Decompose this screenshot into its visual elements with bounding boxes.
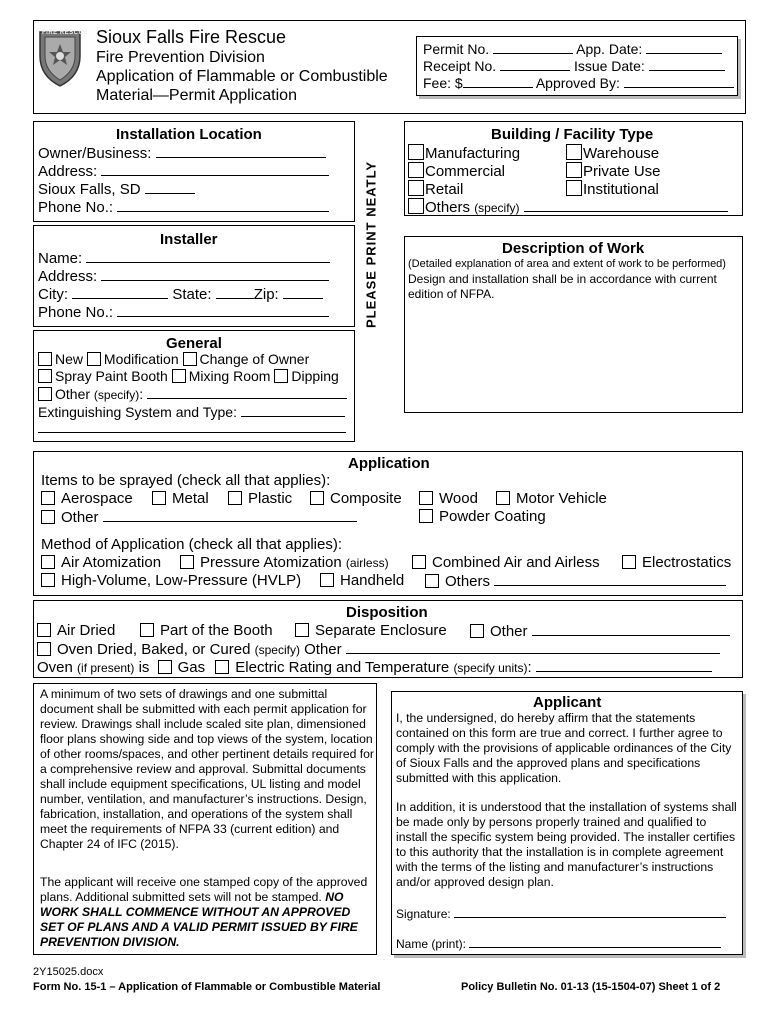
private-use-checkbox[interactable]	[566, 162, 582, 178]
combined-item	[412, 554, 600, 571]
units-colon: :	[527, 659, 532, 676]
air-atom-label: Air Atomization	[61, 554, 162, 571]
pressure-atom-label: Pressure Atomization	[200, 554, 342, 571]
print-neatly-label: PLEASE PRINT NEATLY	[363, 160, 379, 329]
disp-other-label: Other	[490, 623, 528, 640]
oven-other-field[interactable]	[346, 640, 720, 654]
hvlp-checkbox[interactable]	[41, 573, 55, 587]
header-app-line1: Application of Flammable or Combustible	[96, 68, 388, 85]
disp-other-item	[470, 622, 730, 640]
motor-vehicle-label: Motor Vehicle	[516, 490, 607, 507]
installer-city-field[interactable]	[72, 285, 168, 299]
is-label: is	[138, 659, 150, 676]
oven-label: Oven	[37, 659, 73, 676]
approved-by-label: Approved By:	[535, 75, 620, 91]
issue-date-field[interactable]	[649, 57, 725, 71]
fee-field[interactable]	[463, 74, 533, 88]
mixing-room-label: Mixing Room	[188, 368, 271, 384]
general-other-label: Other	[55, 386, 91, 402]
extinguishing-field[interactable]	[241, 403, 345, 417]
items-label: Items to be sprayed (check all that applies):	[41, 472, 331, 489]
general-row-1	[38, 351, 309, 367]
footer-form-no: Form No. 15-1 – Application of Flammable or Combustible Material	[33, 981, 381, 993]
installer-city-row	[38, 285, 323, 303]
general-specify-colon: :	[139, 386, 144, 402]
header-division: Fire Prevention Division	[96, 49, 265, 66]
retail-label: Retail	[425, 181, 464, 198]
electric-label: Electric Rating and Temperature	[235, 659, 450, 676]
new-label: New	[55, 351, 84, 367]
aerospace-checkbox[interactable]	[41, 491, 55, 505]
aerospace-label: Aerospace	[61, 490, 133, 507]
permit-no-label: Permit No.	[423, 41, 490, 57]
general-other-checkbox[interactable]	[38, 387, 52, 401]
commercial-checkbox[interactable]	[408, 162, 424, 178]
disp-other-checkbox[interactable]	[470, 624, 484, 638]
wood-label: Wood	[439, 490, 478, 507]
building-others-field[interactable]	[524, 198, 728, 212]
gas-checkbox[interactable]	[158, 660, 172, 674]
dipping-checkbox[interactable]	[274, 369, 288, 383]
institutional-label: Institutional	[583, 181, 659, 198]
retail-item	[408, 180, 463, 198]
app-other-checkbox[interactable]	[41, 510, 55, 524]
change-owner-label: Change of Owner	[199, 351, 310, 367]
electric-field[interactable]	[536, 658, 712, 672]
office-row-1	[423, 40, 722, 57]
separate-item	[295, 622, 447, 639]
oven-dried-checkbox[interactable]	[37, 642, 51, 656]
installer-zip-field[interactable]	[283, 285, 323, 299]
pressure-atom-checkbox[interactable]	[180, 555, 194, 569]
name-print-field[interactable]	[469, 934, 721, 948]
description-line-2: edition of NFPA.	[408, 287, 495, 301]
disp-other-field[interactable]	[532, 622, 730, 636]
air-dried-checkbox[interactable]	[37, 623, 51, 637]
electrostatics-checkbox[interactable]	[622, 555, 636, 569]
installer-address-label: Address:	[38, 268, 98, 285]
disposition-heading: Disposition	[346, 604, 428, 621]
building-others-item	[408, 198, 728, 216]
signature-row	[396, 904, 726, 921]
installer-heading: Installer	[160, 231, 218, 248]
receipt-no-field[interactable]	[500, 57, 570, 71]
composite-label: Composite	[330, 490, 402, 507]
installer-state-field[interactable]	[216, 285, 254, 299]
metal-checkbox[interactable]	[152, 491, 166, 505]
install-address-label: Address:	[38, 163, 98, 180]
receipt-no-label: Receipt No.	[423, 58, 497, 74]
composite-item	[310, 490, 402, 507]
motor-vehicle-item	[496, 490, 607, 507]
spray-booth-label: Spray Paint Booth	[55, 368, 168, 384]
building-others-checkbox[interactable]	[408, 198, 424, 214]
description-sub: (Detailed explanation of area and extent of work to be performed)	[408, 258, 726, 270]
part-booth-label: Part of the Booth	[160, 622, 273, 639]
wood-checkbox[interactable]	[419, 491, 433, 505]
office-row-3	[423, 74, 734, 91]
general-row-2	[38, 368, 339, 384]
warehouse-checkbox[interactable]	[566, 144, 582, 160]
app-date-field[interactable]	[646, 40, 722, 54]
install-phone-label: Phone No.:	[38, 199, 114, 216]
pressure-atom-item	[180, 554, 389, 571]
oven-other-label: Other	[304, 641, 342, 658]
composite-checkbox[interactable]	[310, 491, 324, 505]
header-title: Sioux Falls Fire Rescue	[96, 27, 287, 47]
electrostatics-label: Electrostatics	[642, 554, 732, 571]
airless-label: (airless)	[345, 556, 389, 570]
installer-address-field[interactable]	[101, 267, 329, 281]
oven-dried-item	[37, 640, 720, 658]
app-other-label: Other	[61, 509, 99, 526]
footer-policy: Policy Bulletin No. 01-13 (15-1504-07) Sheet 1 of 2	[461, 981, 721, 993]
install-city-row	[38, 180, 195, 198]
manufacturing-checkbox[interactable]	[408, 144, 424, 160]
submittal-warning: NO WORK SHALL COMMENCE WITHOUT AN APPROVED SET OF PLANS AND A VALID PERMIT ISSUED BY FIRE PREVENTION DIVISION.	[40, 890, 358, 949]
permit-no-field[interactable]	[493, 40, 573, 54]
issue-date-label: Issue Date:	[573, 58, 645, 74]
general-other-field[interactable]	[147, 385, 347, 399]
install-address-row	[38, 162, 329, 180]
approved-by-field[interactable]	[624, 74, 734, 88]
modification-label: Modification	[103, 351, 179, 367]
electrostatics-item	[622, 554, 731, 571]
air-atom-checkbox[interactable]	[41, 555, 55, 569]
install-phone-row	[38, 198, 329, 216]
signature-field[interactable]	[454, 904, 726, 918]
office-row-2	[423, 57, 725, 74]
name-print-label: Name (print):	[396, 937, 467, 951]
building-heading: Building / Facility Type	[491, 126, 654, 143]
building-others-label: Others	[425, 199, 471, 216]
motor-vehicle-checkbox[interactable]	[496, 491, 510, 505]
installer-name-row	[38, 249, 330, 267]
private-use-item	[566, 162, 661, 180]
description-heading: Description of Work	[502, 240, 645, 257]
owner-label: Owner/Business:	[38, 145, 152, 162]
gas-label: Gas	[177, 659, 206, 676]
submittal-p2-text: The applicant will receive one stamped copy of the approved plans. Additional submitted sets will not be stamped.	[40, 875, 368, 904]
installer-zip-label: Zip:	[253, 286, 279, 303]
aerospace-item	[41, 490, 133, 507]
part-booth-item	[140, 622, 273, 639]
oven-row	[37, 658, 712, 676]
submittal-paragraph-1: A minimum of two sets of drawings and one submittal document shall be submitted with each permit application for review. Drawings shall include scaled site plan, dimensioned floor plans showing side and top views of the system, location of other rooms/spaces, and other pertinent details required for a comprehensive review and approval. Submittal documents shall include equipment specifications, UL listing and model number, ventilation, and manufacturer’s instructions. Design, fabrication, installation, and operations of the system shall meet the requirements of NFPA 33 (current edition) and Chapter 24 of IFC (2015).	[40, 687, 374, 851]
new-checkbox[interactable]	[38, 352, 52, 366]
app-others-field[interactable]	[494, 572, 726, 586]
app-others-item	[425, 572, 726, 590]
general-specify-label: (specify)	[93, 388, 140, 402]
installer-state-label: State:	[172, 286, 212, 303]
extinguishing-row	[38, 403, 345, 420]
installer-name-field[interactable]	[86, 249, 330, 263]
installer-phone-label: Phone No.:	[38, 304, 114, 321]
powder-checkbox[interactable]	[419, 509, 433, 523]
oven-dried-label: Oven Dried, Baked, or Cured	[57, 641, 251, 658]
app-others-checkbox[interactable]	[425, 574, 439, 588]
install-phone-field[interactable]	[117, 198, 329, 212]
install-zip-field[interactable]	[145, 180, 195, 194]
separate-checkbox[interactable]	[295, 623, 309, 637]
part-booth-checkbox[interactable]	[140, 623, 154, 637]
air-dried-label: Air Dried	[57, 622, 116, 639]
submittal-paragraph-2	[40, 875, 374, 950]
manufacturing-label: Manufacturing	[425, 145, 521, 162]
applicant-paragraph-1: I, the undersigned, do hereby affirm that the statements contained on this form are true and correct. I further agree to comply with the provisions of applicable ordinances of the City of Sioux Falls and the approved plans and specifications submitted with this application.	[396, 711, 732, 785]
metal-label: Metal	[172, 490, 209, 507]
installer-phone-field[interactable]	[117, 303, 329, 317]
install-city-label: Sioux Falls, SD	[38, 181, 141, 198]
app-date-label: App. Date:	[576, 41, 643, 57]
app-other-item	[41, 508, 357, 526]
warehouse-item	[566, 144, 659, 162]
plastic-item	[228, 490, 292, 507]
handheld-item	[320, 572, 404, 589]
electric-checkbox[interactable]	[215, 660, 229, 674]
handheld-label: Handheld	[340, 572, 405, 589]
modification-checkbox[interactable]	[87, 352, 101, 366]
description-line-1: Design and installation shall be in accordance with current	[408, 272, 717, 286]
powder-label: Powder Coating	[439, 508, 546, 525]
plastic-label: Plastic	[248, 490, 293, 507]
applicant-heading: Applicant	[533, 694, 602, 711]
applicant-paragraph-2: In addition, it is understood that the installation of systems shall be made only by persons properly trained and qualified to install the specific system being provided. The installer certifies to this authority that the installation is in complete agreement with the terms of the listing and manufacturer’s instructions and/or approved design plan.	[396, 800, 737, 889]
air-atom-item	[41, 554, 161, 571]
installer-city-label: City:	[38, 286, 68, 303]
footer-doc-id: 2Y15025.docx	[33, 966, 104, 978]
name-print-row	[396, 934, 721, 951]
institutional-item	[566, 180, 659, 198]
wood-item	[419, 490, 478, 507]
header-app-line2: Material—Permit Application	[96, 87, 297, 104]
hvlp-item	[41, 572, 301, 589]
extinguishing-label: Extinguishing System and Type:	[38, 404, 237, 420]
change-owner-checkbox[interactable]	[183, 352, 197, 366]
units-label: (specify units)	[453, 661, 528, 675]
app-other-field[interactable]	[103, 508, 357, 522]
general-row-3	[38, 385, 347, 402]
combined-checkbox[interactable]	[412, 555, 426, 569]
logo-text: FIRE RESCUE	[42, 30, 88, 36]
install-address-field[interactable]	[101, 162, 329, 176]
dipping-label: Dipping	[291, 368, 339, 384]
extinguishing-field-2[interactable]	[38, 432, 346, 433]
if-present-label: (if present)	[77, 661, 135, 675]
fee-label: Fee: $	[423, 75, 463, 91]
general-heading: General	[166, 335, 222, 352]
application-heading: Application	[348, 455, 430, 472]
hvlp-label: High-Volume, Low-Pressure (HVLP)	[61, 572, 302, 589]
separate-label: Separate Enclosure	[315, 622, 447, 639]
warehouse-label: Warehouse	[583, 145, 660, 162]
owner-field[interactable]	[156, 144, 326, 158]
institutional-checkbox[interactable]	[566, 180, 582, 196]
installer-phone-row	[38, 303, 329, 321]
spray-booth-checkbox[interactable]	[38, 369, 52, 383]
combined-label: Combined Air and Airless	[432, 554, 600, 571]
retail-checkbox[interactable]	[408, 180, 424, 196]
manufacturing-item	[408, 144, 520, 162]
installer-name-label: Name:	[38, 250, 83, 267]
installation-heading: Installation Location	[116, 126, 262, 143]
handheld-checkbox[interactable]	[320, 573, 334, 587]
mixing-room-checkbox[interactable]	[172, 369, 186, 383]
plastic-checkbox[interactable]	[228, 491, 242, 505]
metal-item	[152, 490, 209, 507]
commercial-label: Commercial	[425, 163, 506, 180]
private-use-label: Private Use	[583, 163, 661, 180]
building-specify-label: (specify)	[474, 201, 520, 215]
commercial-item	[408, 162, 505, 180]
fire-rescue-badge-icon	[36, 26, 88, 88]
air-dried-item	[37, 622, 115, 639]
method-label: Method of Application (check all that applies):	[41, 536, 343, 553]
signature-label: Signature:	[396, 907, 451, 921]
powder-item	[419, 508, 546, 525]
oven-specify-label: (specify)	[254, 643, 300, 657]
app-others-label: Others	[445, 573, 491, 590]
owner-row	[38, 144, 326, 162]
installer-address-row	[38, 267, 329, 285]
